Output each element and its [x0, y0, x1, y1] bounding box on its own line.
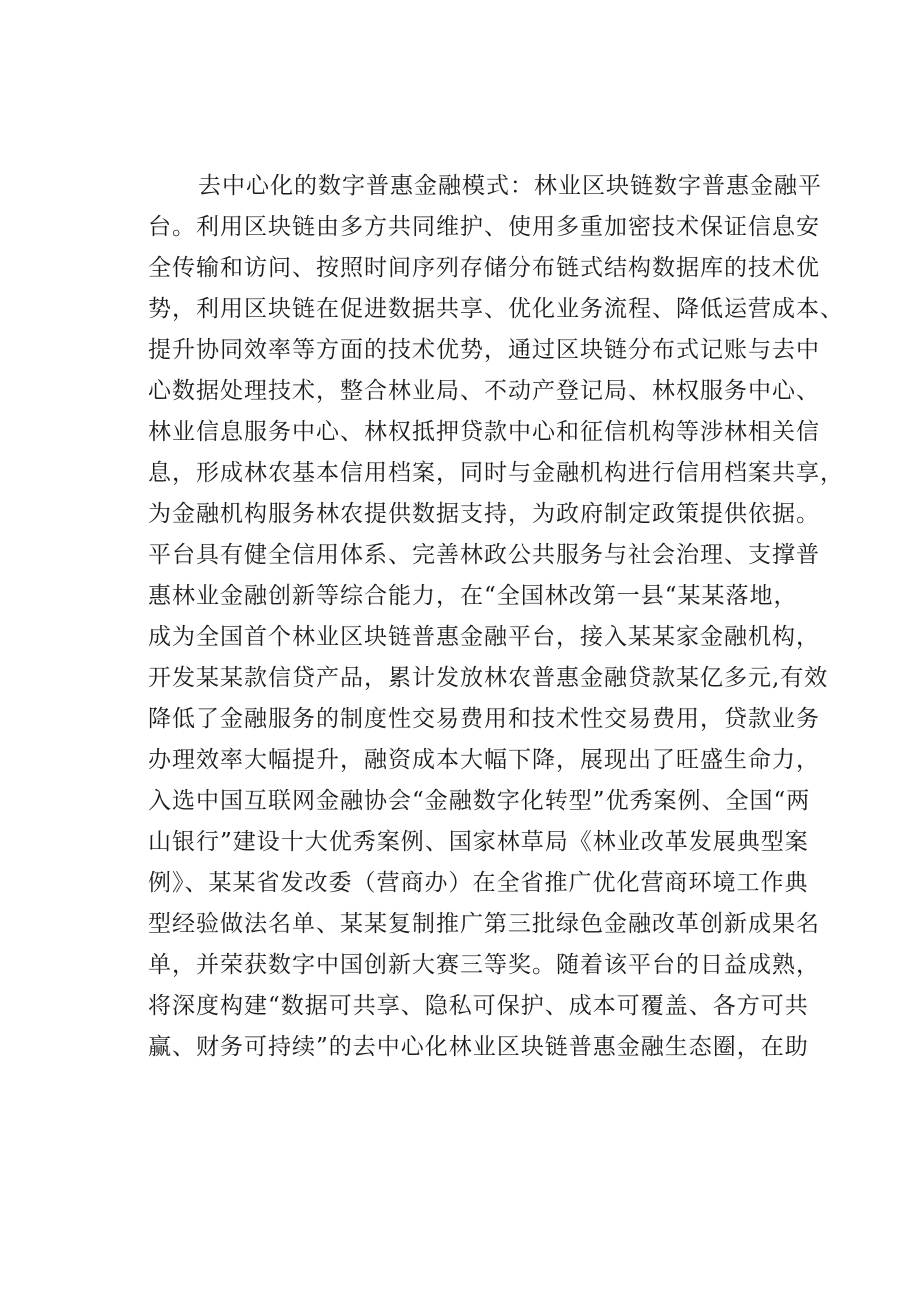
paragraph-line-3: 全传输和访问、按照时间序列存储分布链式结构数据库的技术优: [148, 255, 820, 281]
paragraph-line-10: 平台具有健全信用体系、完善林政公共服务与社会治理、支撑普: [148, 542, 820, 568]
paragraph-line-1: 去中心化的数字普惠金融模式：林业区块链数字普惠金融平: [198, 173, 822, 199]
paragraph-line-12: 成为全国首个林业区块链普惠金融平台，接入某某家金融机构，: [148, 624, 820, 650]
body-paragraph: [148, 166, 844, 1068]
paragraph-line-16: 入选中国互联网金融协会“金融数字化转型”优秀案例、全国“两: [148, 788, 811, 814]
paragraph-line-19: 型经验做法名单、某某复制推广第三批绿色金融改革创新成果名: [148, 911, 820, 937]
paragraph-line-17: 山银行”建设十大优秀案例、国家林草局《林业改革发展典型案: [148, 829, 809, 855]
paragraph-line-8: 息，形成林农基本信用档案，同时与金融机构进行信用档案共享，: [148, 460, 844, 486]
paragraph-line-20: 单，并荣获数字中国创新大赛三等奖。随着该平台的日益成熟，: [148, 952, 820, 978]
paragraph-line-13: 开发某某款信贷产品，累计发放林农普惠金融贷款某亿多元,有效: [148, 665, 829, 691]
paragraph-line-5: 提升协同效率等方面的技术优势，通过区块链分布式记账与去中: [148, 337, 820, 363]
paragraph-line-22: 赢、财务可持续”的去中心化林业区块链普惠金融生态圈，在助: [148, 1034, 809, 1060]
paragraph-line-14: 降低了金融服务的制度性交易费用和技术性交易费用，贷款业务: [148, 706, 820, 732]
paragraph-line-11: 惠林业金融创新等综合能力，在“全国林改第一县“某某落地，: [148, 583, 798, 609]
paragraph-line-9: 为金融机构服务林农提供数据支持，为政府制定政策提供依据。: [148, 501, 820, 527]
paragraph-line-15: 办理效率大幅提升，融资成本大幅下降，展现出了旺盛生命力，: [148, 747, 820, 773]
paragraph-line-21: 将深度构建“数据可共享、隐私可保护、成本可覆盖、各方可共: [148, 993, 809, 1019]
paragraph-line-7: 林业信息服务中心、林权抵押贷款中心和征信机构等涉林相关信: [148, 419, 820, 445]
paragraph-line-2: 台。利用区块链由多方共同维护、使用多重加密技术保证信息安: [148, 214, 820, 240]
paragraph-line-6: 心数据处理技术，整合林业局、不动产登记局、林权服务中心、: [148, 378, 820, 404]
paragraph-line-18: 例》、某某省发改委（营商办）在全省推广优化营商环境工作典: [148, 870, 809, 896]
paragraph-line-4: 势，利用区块链在促进数据共享、优化业务流程、降低运营成本、: [148, 296, 844, 322]
